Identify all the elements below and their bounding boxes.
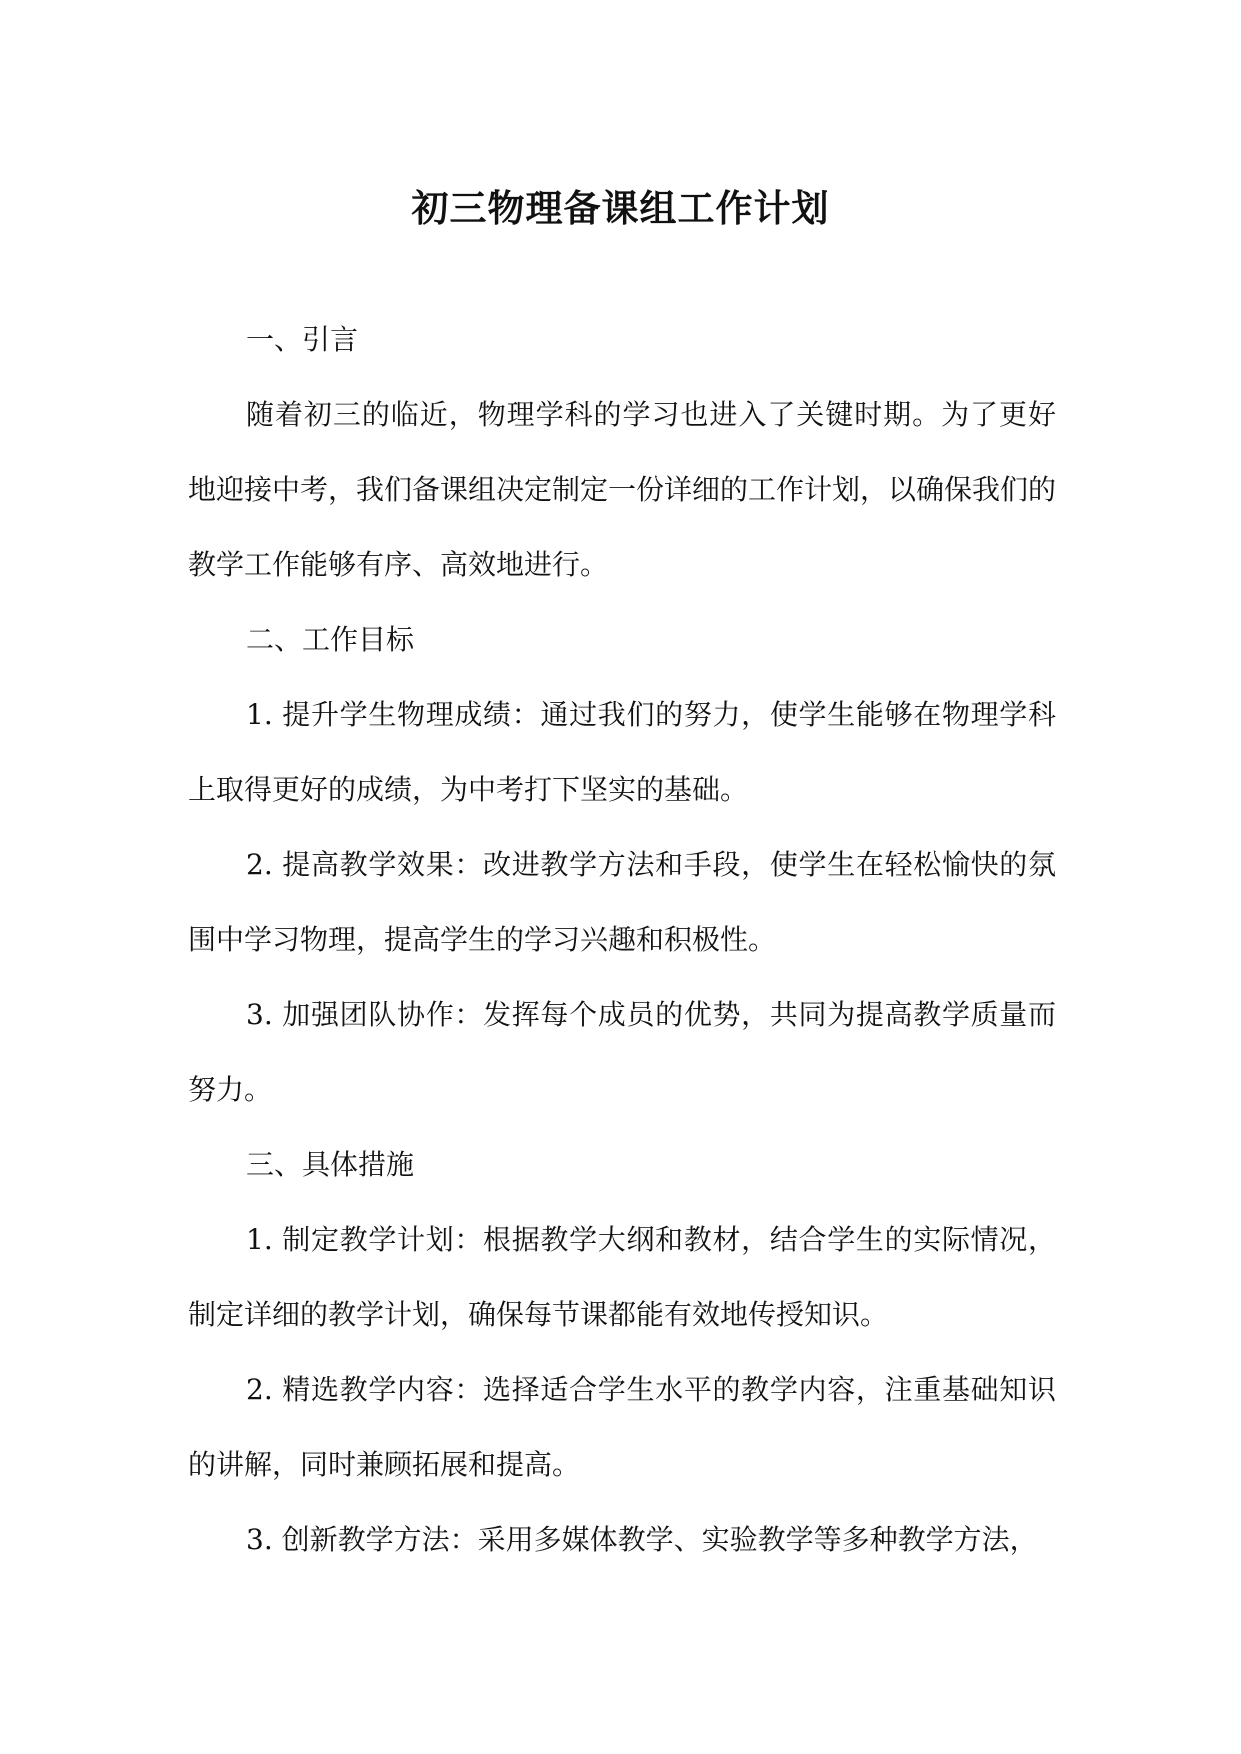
section-heading-measures: 三、具体措施 <box>246 1148 415 1181</box>
document-title: 初三物理备课组工作计划 <box>411 186 830 230</box>
document-body <box>188 302 1056 1577</box>
section-heading-goals: 二、工作目标 <box>246 623 415 656</box>
paragraph-goal-3: 3. 加强团队协作：发挥每个成员的优势，共同为提高教学质量而努力。 <box>188 998 1056 1106</box>
paragraph-goal-1: 1. 提升学生物理成绩：通过我们的努力，使学生能够在物理学科上取得更好的成绩，为中考打下坚实的基础。 <box>188 698 1056 806</box>
paragraph-goal-2: 2. 提高教学效果：改进教学方法和手段，使学生在轻松愉快的氛围中学习物理，提高学生的学习兴趣和积极性。 <box>188 848 1056 956</box>
paragraph-measure-2: 2. 精选教学内容：选择适合学生水平的教学内容，注重基础知识的讲解，同时兼顾拓展和提高。 <box>188 1373 1056 1481</box>
paragraph-measure-1: 1. 制定教学计划：根据教学大纲和教材，结合学生的实际情况，制定详细的教学计划，确保每节课都能有效地传授知识。 <box>188 1223 1056 1331</box>
paragraph-introduction: 随着初三的临近，物理学科的学习也进入了关键时期。为了更好地迎接中考，我们备课组决定制定一份详细的工作计划，以确保我们的教学工作能够有序、高效地进行。 <box>188 398 1057 581</box>
paragraph-measure-3: 3. 创新教学方法：采用多媒体教学、实验教学等多种教学方法， <box>246 1523 1038 1556</box>
section-heading-introduction: 一、引言 <box>246 323 359 356</box>
